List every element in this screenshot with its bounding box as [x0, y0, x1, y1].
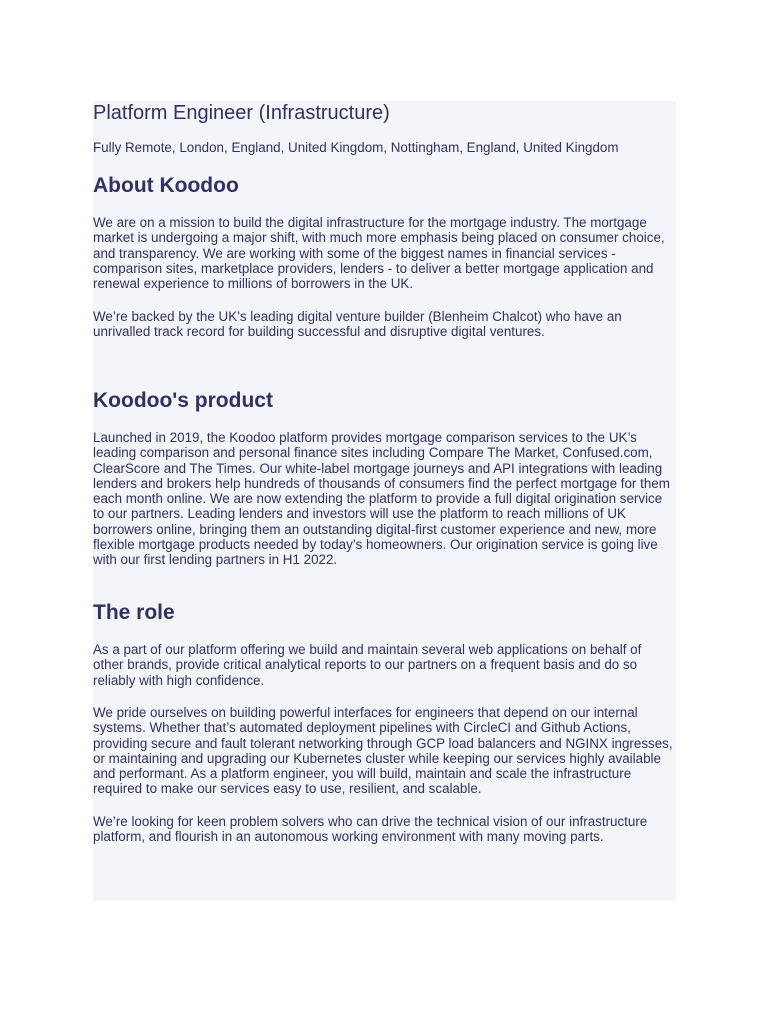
section-heading-product: Koodoo's product	[93, 389, 273, 412]
section-heading-about: About Koodoo	[93, 174, 239, 197]
role-paragraph-1: As a part of our platform offering we build and maintain several web applications on behalf of other brands, provide critical analytical reports to our partners on a frequent basis and do so reliably with high confidence.	[93, 642, 642, 688]
role-paragraph-3: We’re looking for keen problem solvers who can drive the technical vision of our infrastructure platform, and flourish in an autonomous working environment with many moving parts.	[93, 814, 648, 845]
job-location: Fully Remote, London, England, United Kingdom, Nottingham, England, United Kingdom	[93, 140, 619, 155]
about-paragraph-1: We are on a mission to build the digital infrastructure for the mortgage industry. The mortgage market is undergoing a major shift, with much more emphasis being placed on consumer choice, and transparency. We are working with some of the biggest names in financial services - comparison sites, marketplace providers, lenders - to deliver a better mortgage application and renewal experience to millions of borrowers in the UK.	[93, 215, 665, 292]
job-title: Platform Engineer (Infrastructure)	[93, 102, 390, 124]
section-heading-role: The role	[93, 601, 175, 624]
about-paragraph-2: We’re backed by the UK’s leading digital venture builder (Blenheim Chalcot) who have an unrivalled track record for building successful and disruptive digital ventures.	[93, 309, 622, 340]
product-paragraph-1: Launched in 2019, the Koodoo platform provides mortgage comparison services to the UK’s leading comparison and personal finance sites including Compare The Market, Confused.com, ClearScore and The Times. Our white-label mortgage journeys and API integrations with leading lenders and brokers help hundreds of thousands of consumers find the perfect mortgage for them each month online. We are now extending the platform to provide a full digital origination service to our partners. Leading lenders and investors will use the platform to reach millions of UK borrowers online, bringing them an outstanding digital-first customer experience and new, more flexible mortgage products needed by today’s homeowners. Our origination service is going live with our first lending partners in H1 2022.	[93, 430, 670, 568]
role-paragraph-2: We pride ourselves on building powerful interfaces for engineers that depend on our internal systems. Whether that’s automated deployment pipelines with CircleCI and Github Actions, providing secure and fault tolerant networking through GCP load balancers and NGINX ingresses, or maintaining and upgrading our Kubernetes cluster while keeping our services highly available and performant. As a platform engineer, you will build, maintain and scale the infrastructure required to make our services easy to use, resilient, and scalable.	[93, 705, 673, 797]
